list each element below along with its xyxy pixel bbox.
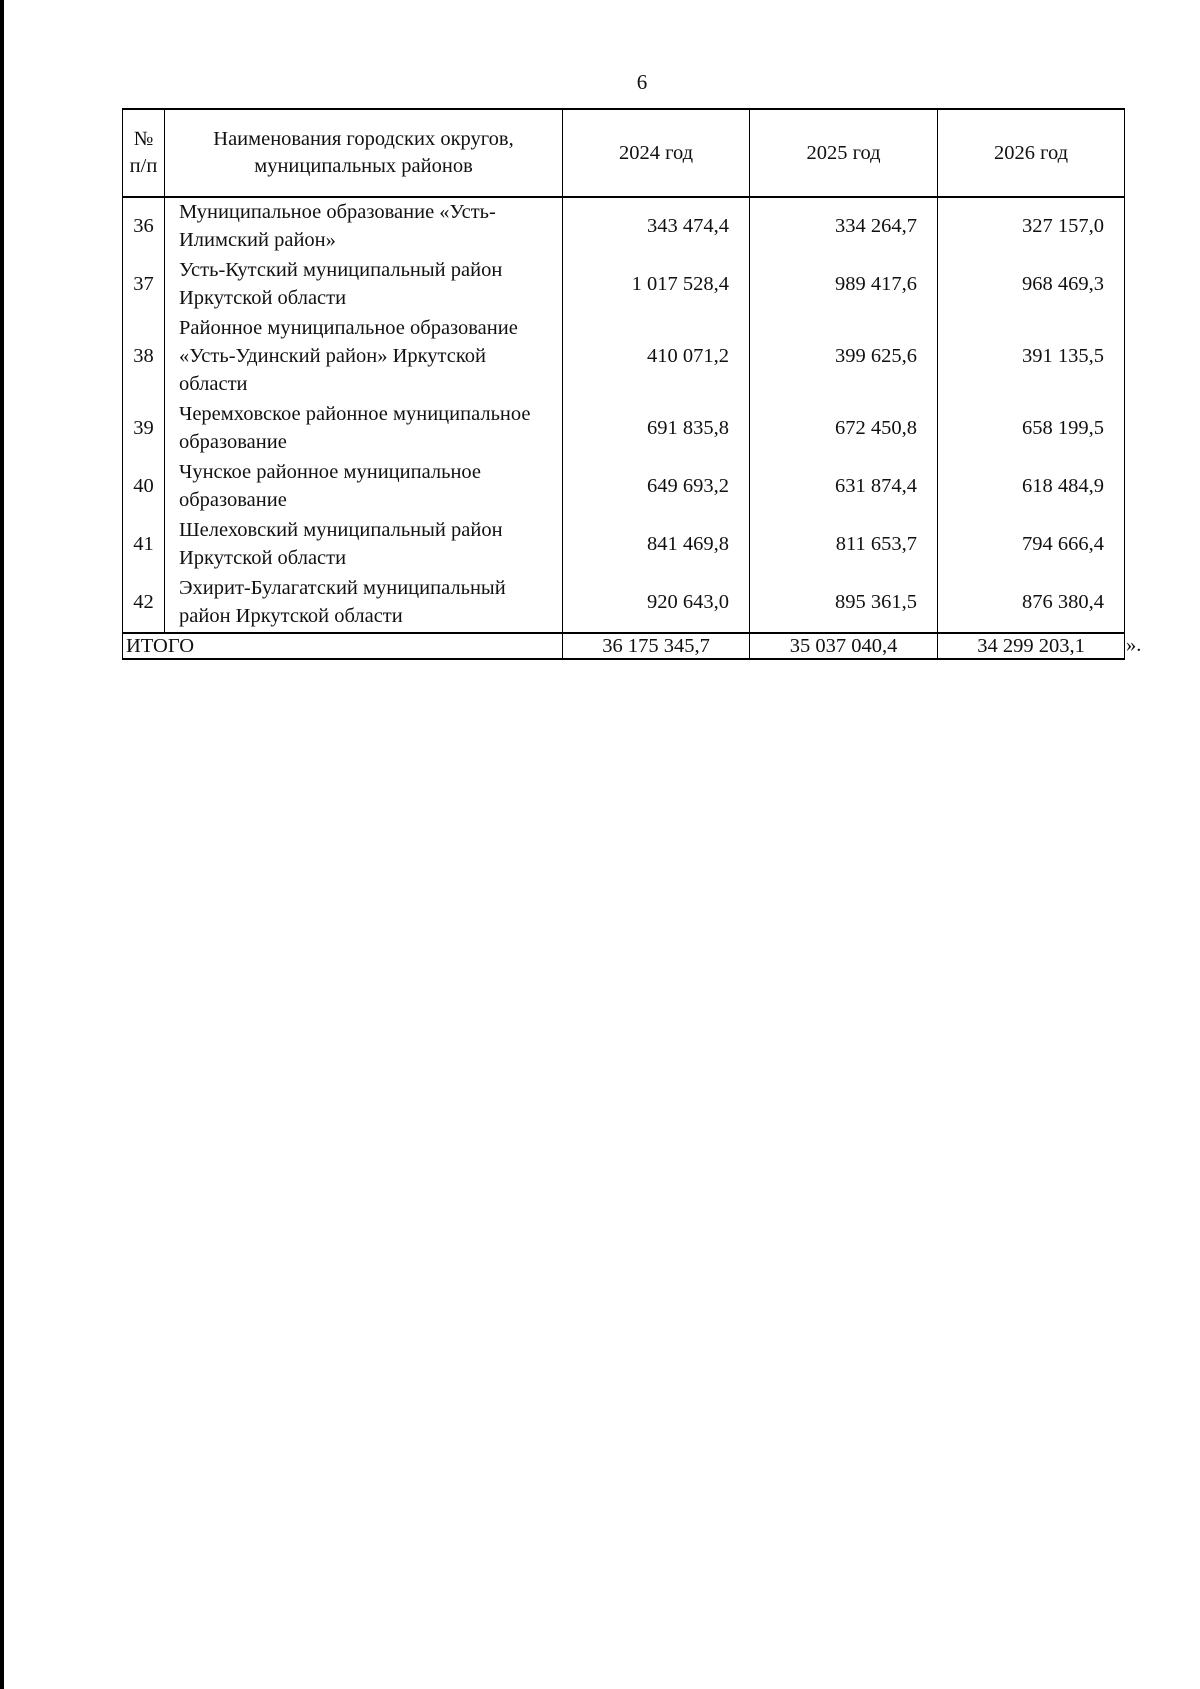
row-value-2025: 399 625,6	[750, 314, 938, 400]
total-value-2025: 35 037 040,4	[750, 633, 938, 659]
row-value-2025: 989 417,6	[750, 256, 938, 314]
row-number: 42	[123, 574, 165, 633]
row-value-2024: 1 017 528,4	[563, 256, 750, 314]
total-label: ИТОГО	[123, 633, 563, 659]
row-name: Районное муниципальное образование «Усть-Удинский район» Иркутской области	[165, 314, 563, 400]
table-row	[123, 458, 1125, 516]
budget-table	[122, 108, 1125, 660]
table-row	[123, 197, 1125, 256]
row-value-2026: 618 484,9	[938, 458, 1125, 516]
row-value-2026: 876 380,4	[938, 574, 1125, 633]
total-value-2026: 34 299 203,1	[938, 633, 1125, 659]
row-value-2025: 811 653,7	[750, 516, 938, 574]
row-number: 38	[123, 314, 165, 400]
row-value-2026: 391 135,5	[938, 314, 1125, 400]
row-number: 37	[123, 256, 165, 314]
row-name: Черемховское районное муниципальное образование	[165, 400, 563, 458]
row-value-2024: 343 474,4	[563, 197, 750, 256]
table-row	[123, 256, 1125, 314]
header-2025: 2025 год	[750, 109, 938, 197]
row-name: Чунское районное муниципальное образование	[165, 458, 563, 516]
header-2026: 2026 год	[938, 109, 1125, 197]
table-header-row	[123, 109, 1125, 197]
row-number: 41	[123, 516, 165, 574]
table-row	[123, 516, 1125, 574]
row-value-2024: 410 071,2	[563, 314, 750, 400]
row-value-2025: 895 361,5	[750, 574, 938, 633]
row-name: Усть-Кутский муниципальный район Иркутской области	[165, 256, 563, 314]
table-row	[123, 314, 1125, 400]
row-number: 36	[123, 197, 165, 256]
row-number: 40	[123, 458, 165, 516]
scan-left-edge	[0, 0, 4, 1689]
row-name: Эхирит-Булагатский муниципальный район Иркутской области	[165, 574, 563, 633]
total-row	[123, 633, 1125, 659]
page-number: 6	[636, 70, 648, 94]
row-value-2026: 794 666,4	[938, 516, 1125, 574]
row-number: 39	[123, 400, 165, 458]
header-2024: 2024 год	[563, 109, 750, 197]
header-name: Наименования городских округов, муниципальных районов	[165, 109, 563, 197]
row-value-2025: 631 874,4	[750, 458, 938, 516]
row-name: Шелеховский муниципальный район Иркутской области	[165, 516, 563, 574]
row-value-2025: 334 264,7	[750, 197, 938, 256]
table-row	[123, 400, 1125, 458]
row-value-2024: 920 643,0	[563, 574, 750, 633]
row-value-2026: 658 199,5	[938, 400, 1125, 458]
row-value-2026: 968 469,3	[938, 256, 1125, 314]
table-row	[123, 574, 1125, 633]
row-value-2024: 691 835,8	[563, 400, 750, 458]
closing-quote-mark: ».	[1126, 634, 1142, 656]
row-value-2024: 649 693,2	[563, 458, 750, 516]
row-name: Муниципальное образование «Усть-Илимский район»	[165, 197, 563, 256]
row-value-2024: 841 469,8	[563, 516, 750, 574]
row-value-2026: 327 157,0	[938, 197, 1125, 256]
header-num: № п/п	[123, 109, 165, 197]
row-value-2025: 672 450,8	[750, 400, 938, 458]
total-value-2024: 36 175 345,7	[563, 633, 750, 659]
